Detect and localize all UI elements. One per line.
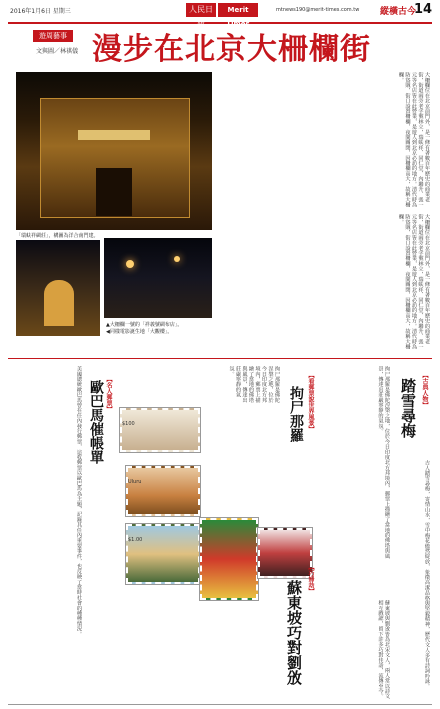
feature-text-column: 大柵欄位在北京前門外，是一條有著數百年歷史的商業老街，街道兩旁老字號林立，瑞蚨祥、同仁堂、內聯升、張一元等名店皆在此營業，是遊人到北京必訪的地方。清代時為防盜賊，街口設置柵欄，夜間關閉，因柵欄高大，故稱大柵欄。 bbox=[398, 214, 430, 350]
stamp-image bbox=[258, 528, 312, 578]
contact-email: mtnews190@merit-times.com.tw bbox=[276, 7, 360, 13]
stamp-value: Uluru bbox=[128, 479, 142, 485]
lamp-light bbox=[126, 260, 134, 268]
brand-label: Merit Times bbox=[218, 3, 258, 17]
stamp-value: $1.00 bbox=[128, 537, 143, 543]
shop-sign bbox=[78, 130, 150, 140]
photo-night-street bbox=[104, 238, 212, 318]
poem-title: 踏雪尋梅 bbox=[399, 378, 417, 438]
stamp-image bbox=[120, 408, 200, 452]
photo1-caption: 「瑞蚨祥綢莊」，構圖為洋合南門建。 bbox=[16, 233, 99, 239]
feature-text-column: 大柵欄位在北京前門外，是一條有著數百年歷史的商業老街，街道兩旁老字號林立，瑞蚨祥、同仁堂、內聯升、張一元等名店皆在此營業，是遊人到北京必訪的地方。清代時為防盜賊，街口設置柵欄，夜間關閉，因柵欄高大，故稱大柵欄。 bbox=[398, 72, 430, 208]
page-number: 14 bbox=[414, 2, 433, 17]
photo-archway bbox=[16, 240, 100, 336]
lower-title: 蘇東坡巧對劉攽 bbox=[285, 580, 303, 685]
stamp-image bbox=[200, 518, 258, 600]
stamp-image bbox=[126, 466, 200, 516]
section-divider bbox=[8, 358, 432, 359]
world-text: 拘尸那羅是佛陀涅槃之地，位於今日印度北方邦境內，郵票上描繪了當地的佛塔與風景，傳達出莊嚴寧靜的氣氛。 bbox=[228, 366, 280, 403]
photo3-caption: ▲大柵欄一號的「祥義號綢布店」。 ◀同樣電影誕生地「大觀樓」。 bbox=[106, 322, 183, 335]
lamp-light bbox=[174, 256, 180, 262]
stamp-value: $100 bbox=[122, 421, 135, 427]
footer-rule bbox=[8, 704, 432, 705]
stamps-tag: 【名人郵票】 bbox=[105, 376, 112, 412]
stamps-title: 歐巴馬催帳單 bbox=[88, 380, 104, 464]
world-tag: 【看郵票說世界風景】 bbox=[307, 372, 314, 432]
feature-byline: 文與圖／林祺儀 bbox=[36, 48, 79, 55]
issue-date: 2016年1月6日 星期三 bbox=[10, 8, 71, 15]
feature-tag: 遊周藝事 bbox=[33, 30, 73, 42]
poem-text: 古人踏雪尋梅，寄情山水，雪中梅花傲然綻放，象徵高潔品格與堅毅精神，歷代文人多有詩詞吟詠。 bbox=[424, 460, 430, 689]
feature-headline: 漫步在北京大柵欄街 bbox=[92, 32, 371, 67]
photo-storefront bbox=[16, 72, 212, 230]
stamp-image bbox=[126, 524, 200, 584]
shop-door bbox=[96, 168, 132, 216]
lit-arch bbox=[44, 280, 74, 326]
world-title: 拘尸那羅 bbox=[288, 386, 304, 442]
lower-tag: 【巧婦劫】 bbox=[307, 564, 314, 594]
section-name: 縱橫古今 bbox=[380, 7, 417, 17]
newspaper-logo: 人民日報 bbox=[186, 3, 216, 17]
lower-text: 蘇東坡與劉攽皆為北宋文人，兩人常以詩文相互戲謔，留下許多巧對佳話，流傳至今。 bbox=[377, 600, 390, 699]
stamps-text: 美國總統歐巴馬曾在任內發行郵票，這枚郵票以歐巴馬為主題，記錄其任內重要事件，也反映了當時社會的種種情況。 bbox=[76, 366, 82, 637]
world-text: 拘尸那羅是佛陀涅槃之地，位於今日印度北方邦境內，郵票上描繪了當地的佛塔與風景，傳達出莊嚴寧靜的氣氛。 bbox=[377, 366, 390, 559]
poem-tag: 【古典人物】 bbox=[421, 372, 428, 408]
